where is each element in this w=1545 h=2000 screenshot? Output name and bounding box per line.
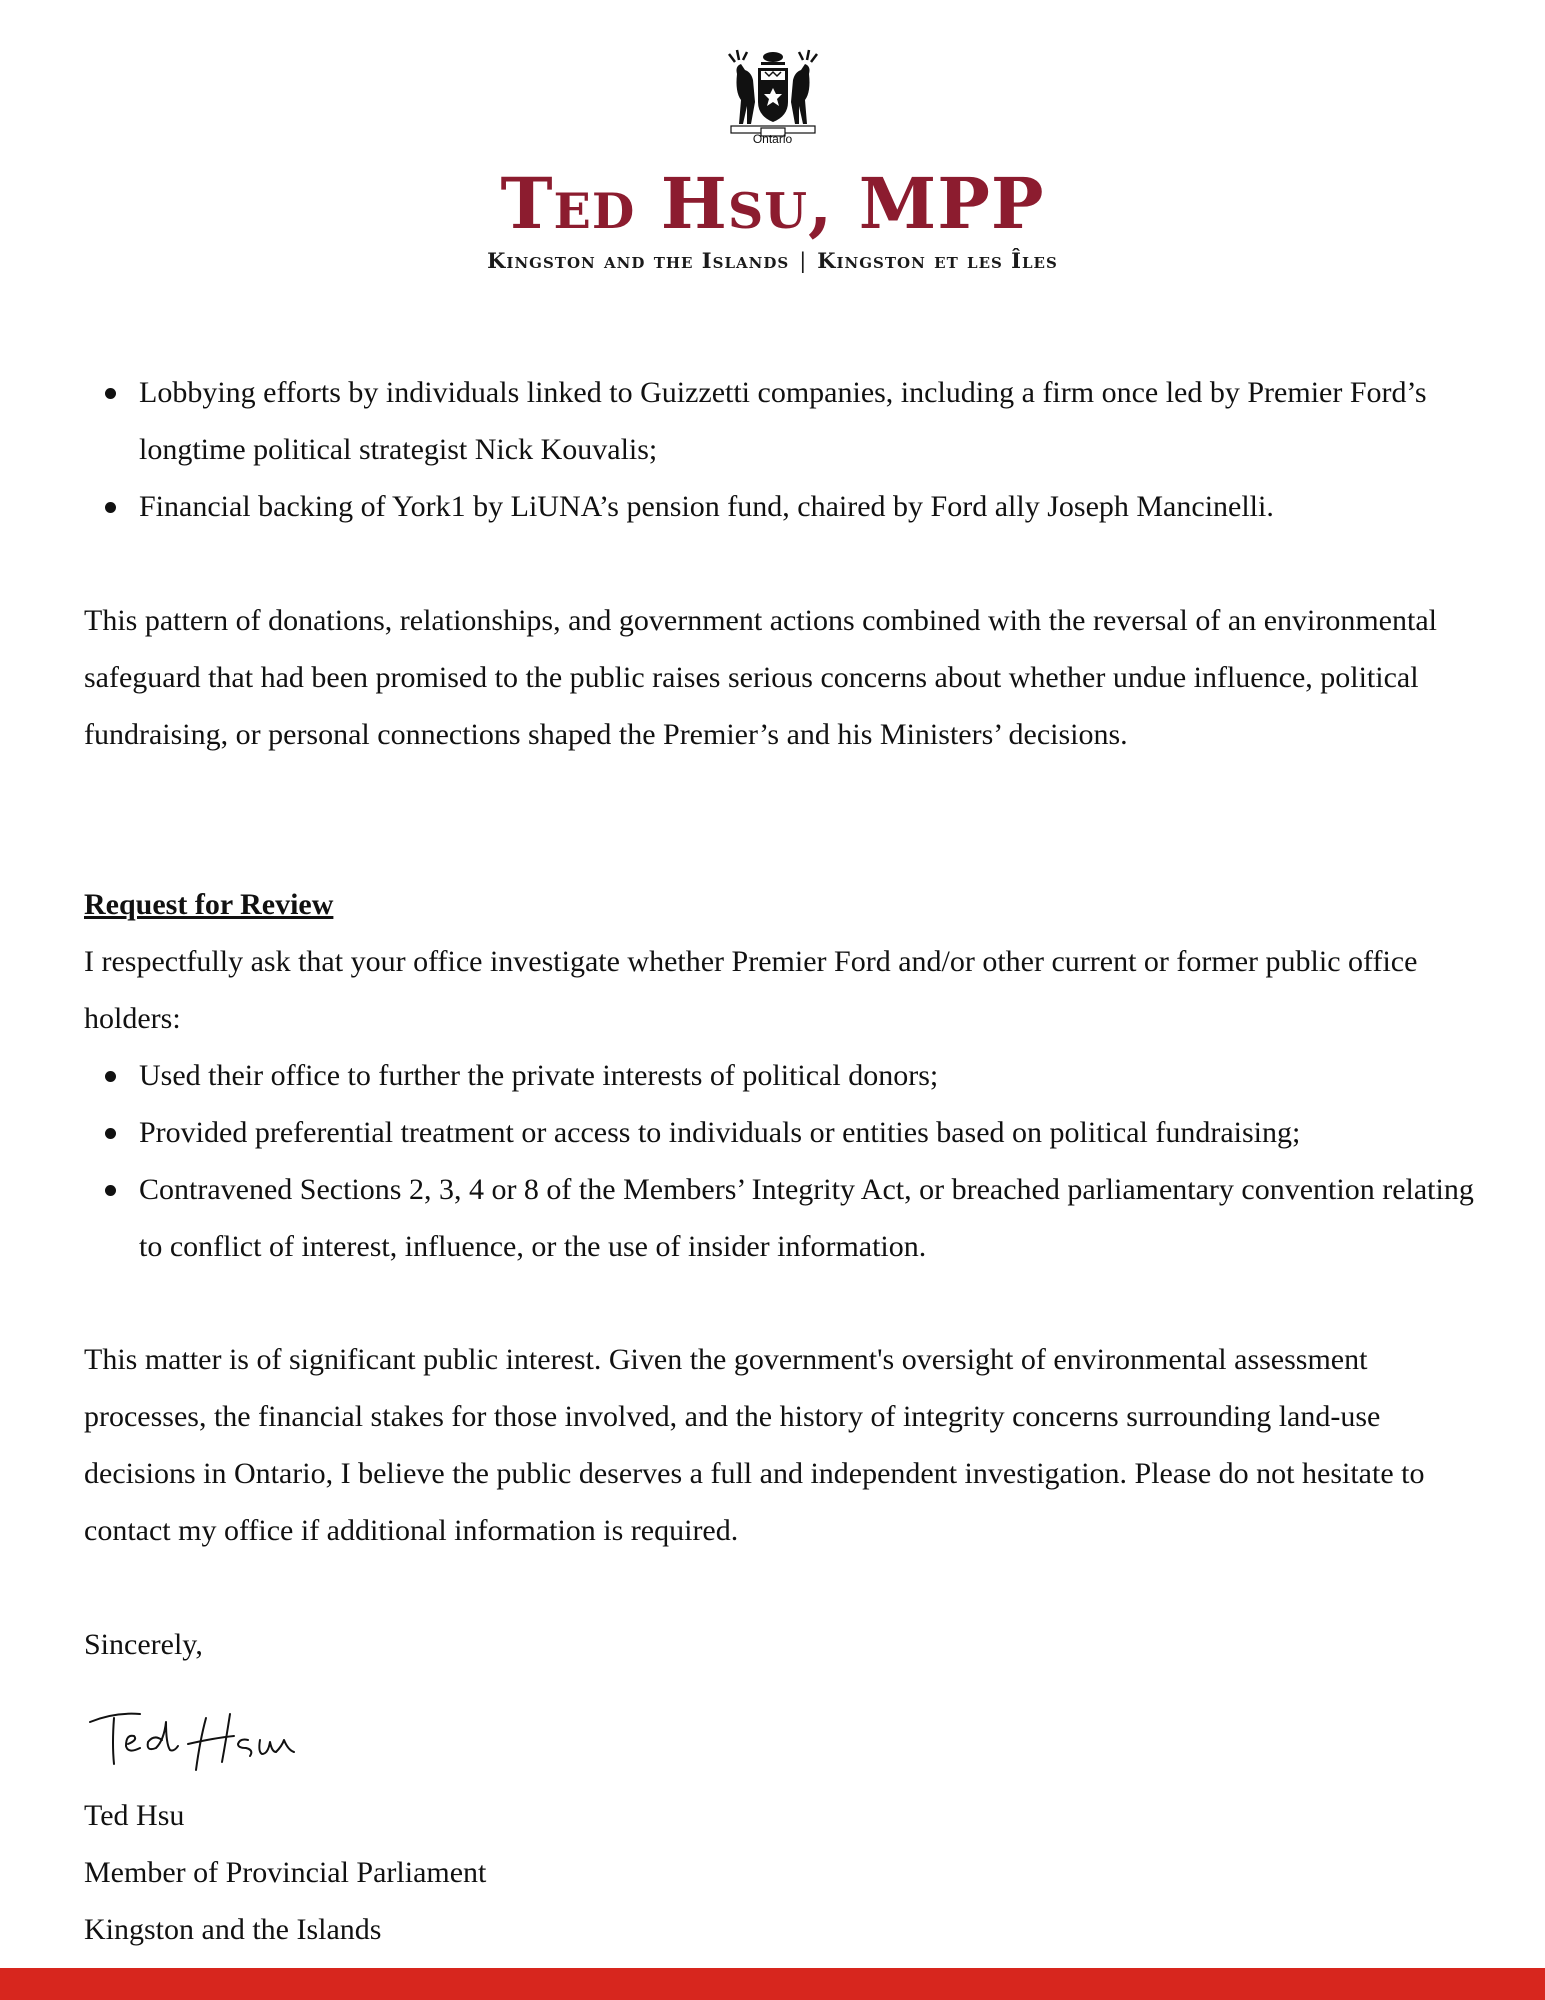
closing-salutation-block: [84, 1616, 1474, 1673]
request-for-review-section: [84, 876, 1474, 1275]
list-item: Provided preferential treatment or access to individuals or entities based on political fundraising;: [84, 1104, 1474, 1161]
list-item: Contravened Sections 2, 3, 4 or 8 of the Members’ Integrity Act, or breached parliamentary convention relating to conflict of interest, influence, or the use of insider information.: [84, 1161, 1474, 1275]
ontario-coat-of-arms-icon: [725, 44, 821, 140]
riding-french: Kingston et les Îles: [817, 248, 1058, 273]
public-interest-paragraph: This matter is of significant public interest. Given the government's oversight of environmental assessment processes, the financial stakes for those involved, and the history of integrity concerns surrounding land-use decisions in Ontario, I believe the public deserves a full and independent investigation. Please do not hesitate to contact my office if additional information is required.: [84, 1343, 1425, 1547]
closing-salutation: Sincerely,: [84, 1628, 203, 1661]
review-bullet-list: [84, 1047, 1474, 1275]
signature-block: [84, 1787, 1474, 1958]
top-bullet-list-block: [84, 364, 1474, 535]
crest-caption: Ontario: [752, 132, 793, 146]
signer-title: Member of Provincial Parliament: [84, 1856, 487, 1889]
riding-separator: |: [799, 249, 808, 273]
public-interest-paragraph-block: [84, 1331, 1474, 1559]
top-bullet-list: [84, 364, 1474, 535]
review-intro: I respectfully ask that your office investigate whether Premier Ford and/or other current or former public office holders:: [84, 945, 1418, 1035]
list-item: Used their office to further the private interests of political donors;: [84, 1047, 1474, 1104]
mpp-name-title: Ted Hsu, MPP: [500, 162, 1045, 245]
handwritten-signature-icon: [84, 1700, 324, 1780]
signer-name: Ted Hsu: [84, 1799, 185, 1832]
riding-english: Kingston and the Islands: [487, 248, 790, 273]
pattern-paragraph-block: [84, 592, 1474, 763]
list-item: Lobbying efforts by individuals linked to Guizzetti companies, including a firm once led by Premier Ford’s longtime political strategist Nick Kouvalis;: [84, 364, 1474, 478]
request-for-review-heading: Request for Review: [84, 888, 334, 921]
footer-bar: [0, 1968, 1545, 2000]
list-item: Financial backing of York1 by LiUNA’s pension fund, chaired by Ford ally Joseph Mancinelli.: [84, 478, 1474, 535]
signer-riding: Kingston and the Islands: [84, 1913, 382, 1946]
riding-line: [0, 248, 1545, 273]
pattern-paragraph: This pattern of donations, relationships, and government actions combined with the reversal of an environmental safeguard that had been promised to the public raises serious concerns about whether undue influence, political fundraising, or personal connections shaped the Premier’s and his Ministers’ decisions.: [84, 604, 1437, 751]
